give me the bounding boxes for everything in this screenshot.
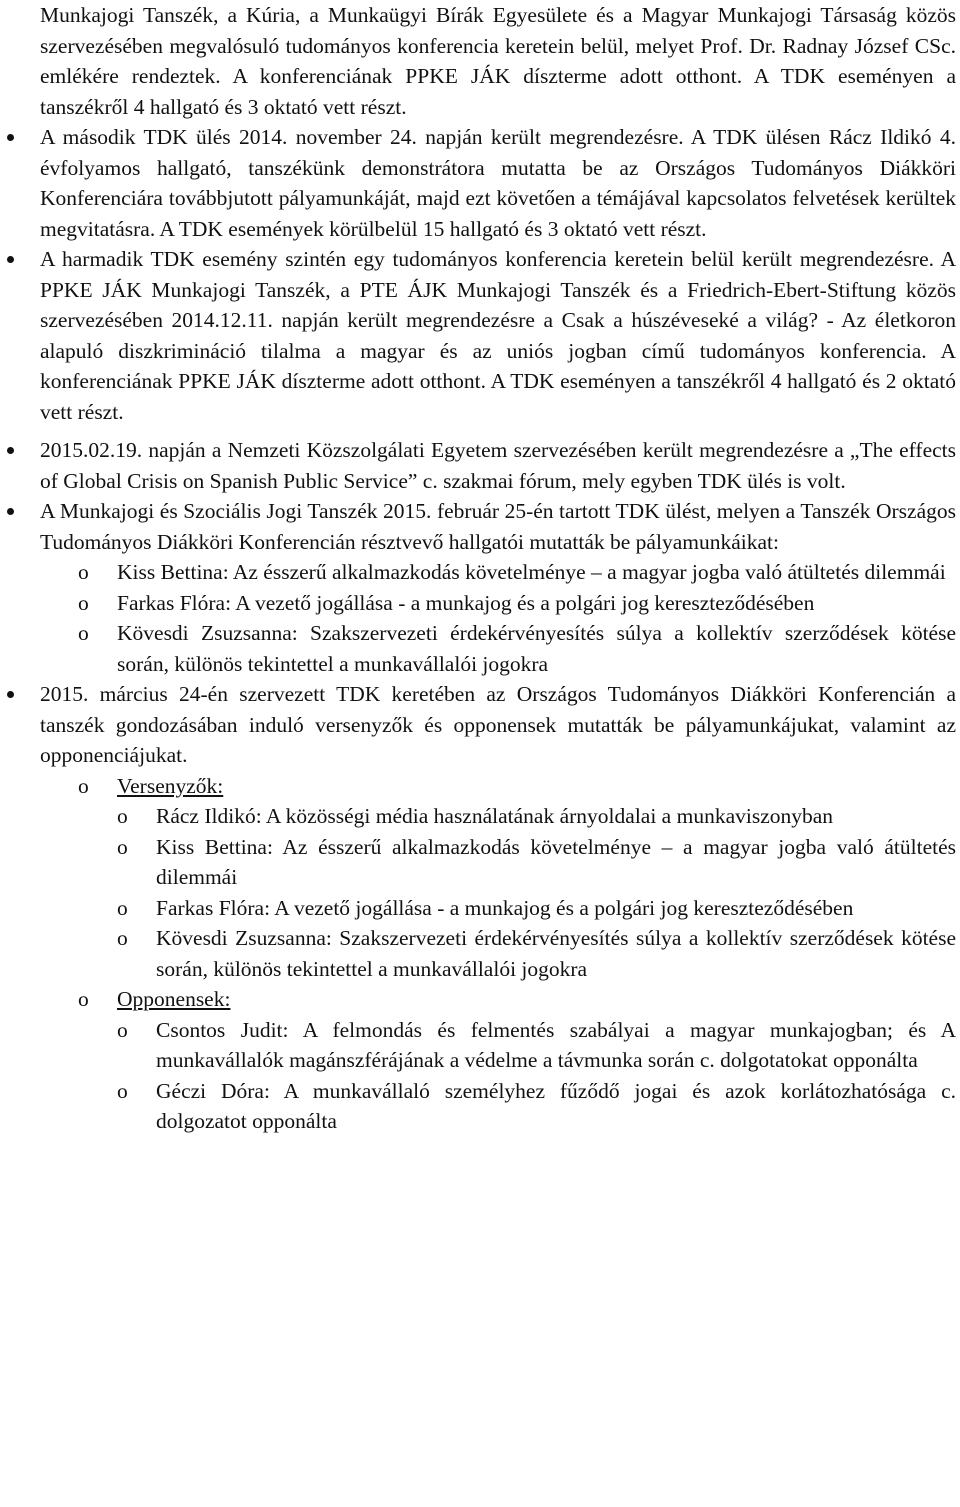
sub-list-item: [40, 618, 956, 679]
item-text: A Munkajogi és Szociális Jogi Tanszék 2015. február 25-én tartott TDK ülést, melyen a Tanszék Országos Tudományos Diákköri Konferencián résztvevő hallgatói mutatták be pályamunkáikat:: [40, 499, 956, 554]
sub-sub-list-item: [40, 923, 956, 984]
sub-item-text: Géczi Dóra: A munkavállaló személyhez fűződő jogai és azok korlátozhatósága c. dolgozatot opponálta: [156, 1078, 956, 1133]
sub-item-text: Farkas Flóra: A vezető jogállása - a munkajog és a polgári jog kereszteződésében: [117, 590, 815, 615]
sub-item-text: Kövesdi Zsuzsanna: Szakszervezeti érdekérvényesítés súlya a kollektív szerződések kötése során, különös tekintettel a munkavállalói jogokra: [156, 926, 956, 981]
list-item-third-tdk: [40, 244, 956, 427]
sub-bullet: o: [117, 834, 128, 859]
sub-sub-list: [40, 801, 956, 984]
sub-sub-list-item: [40, 893, 956, 924]
sub-bullet: o: [78, 773, 89, 798]
sub-bullet: o: [117, 926, 128, 950]
sub-item-text: Kiss Bettina: Az ésszerű alkalmazkodás követelménye – a magyar jogba való átültetés dilemmái: [156, 834, 956, 889]
sub-bullet: o: [78, 621, 89, 645]
item-text: 2015. március 24-én szervezett TDK keretében az Országos Tudományos Diákköri Konferencián a tanszék gondozásában induló versenyzők és opponensek mutatták be pályamunkájukat, valamint az opponenciájukat.: [40, 682, 956, 767]
versenyzok-label: Versenyzők:: [117, 773, 224, 798]
item-text: A második TDK ülés 2014. november 24. napján került megrendezésre. A TDK ülésen Rácz Ildikó 4. évfolyamos hallgató, tanszékünk demonstrátora mutatta be az Országos Tudományos Diákköri Konferenciára továbbjutott pályamunkáját, majd ezt követően a témájával kapcsolatos felvetések kerültek megvitatásra. A TDK események körülbelül 15 hallgató és 3 oktató vett részt.: [40, 125, 956, 241]
list-item-second-tdk: [40, 122, 956, 244]
sub-bullet: o: [117, 1078, 128, 1103]
sub-list-item: [40, 588, 956, 619]
sub-item-text: Rácz Ildikó: A közösségi média használatának árnyoldalai a munkaviszonyban: [156, 804, 834, 828]
sub-bullet: o: [117, 1017, 128, 1042]
sub-bullet: o: [78, 590, 89, 615]
spacer: [40, 427, 956, 435]
bullet-list: [40, 122, 956, 1137]
item-text: 2015.02.19. napján a Nemzeti Közszolgálati Egyetem szervezésében került megrendezésre a „The effects of Global Crisis on Spanish Public Service” c. szakmai fórum, mely egyben TDK ülés is volt.: [40, 438, 956, 493]
sub-sub-list-item: [40, 832, 956, 893]
sub-list-item-versenyzok: [40, 771, 956, 985]
sub-item-text: Farkas Flóra: A vezető jogállása - a munkajog és a polgári jog kereszteződésében: [156, 895, 854, 920]
sub-bullet: o: [78, 560, 89, 584]
sub-item-text: Kiss Bettina: Az ésszerű alkalmazkodás követelménye – a magyar jogba való átültetés dilemmái: [117, 560, 946, 584]
sub-list-item: [40, 557, 956, 588]
sub-item-text: Csontos Judit: A felmondás és felmentés szabályai a magyar munkajogban; és A munkavállalók magánszférájának a védelme a távmunka során c. dolgotatokat opponálta: [156, 1017, 956, 1072]
sub-list: [40, 771, 956, 1137]
sub-bullet: o: [117, 804, 128, 828]
item-text: A harmadik TDK esemény szintén egy tudományos konferencia keretein belül került megrendezésre. A PPKE JÁK Munkajogi Tanszék, a PTE ÁJK Munkajogi Tanszék és a Friedrich-Ebert-Stiftung közös szervezésében 2014.12.11. napján került megrendezésre a Csak a húszéveseké a világ? - Az életkoron alapuló diszkrimináció tilalma a magyar és az uniós jogban című tudományos konferencia. A konferenciának PPKE JÁK díszterme adott otthont. A TDK eseményen a tanszékről 4 hallgató és 2 oktató vett részt.: [40, 247, 956, 424]
list-item-nke-forum: [40, 435, 956, 496]
intro-paragraph: Munkajogi Tanszék, a Kúria, a Munkaügyi Bírák Egyesülete és a Magyar Munkajogi Társaság közös szervezésében megvalósuló tudományos konferencia keretein belül, melyet Prof. Dr. Radnay József CSc. emlékére rendeztek. A konferenciának PPKE JÁK díszterme adott otthont. A TDK eseményen a tanszékről 4 hallgató és 3 oktató vett részt.: [40, 3, 956, 119]
list-item-feb-tdk: [40, 496, 956, 679]
sub-item-text: Kövesdi Zsuzsanna: Szakszervezeti érdekérvényesítés súlya a kollektív szerződések kötése során, különös tekintettel a munkavállalói jogokra: [117, 621, 956, 676]
opponensek-label: Opponensek:: [117, 987, 231, 1011]
sub-list-item-opponensek: [40, 984, 956, 1137]
list-item-march-tdk: [40, 679, 956, 1137]
sub-list: [40, 557, 956, 679]
sub-sub-list: [40, 1015, 956, 1137]
sub-sub-list-item: [40, 1076, 956, 1137]
sub-sub-list-item: [40, 801, 956, 832]
sub-bullet: o: [117, 895, 128, 920]
sub-sub-list-item: [40, 1015, 956, 1076]
sub-bullet: o: [78, 987, 89, 1011]
